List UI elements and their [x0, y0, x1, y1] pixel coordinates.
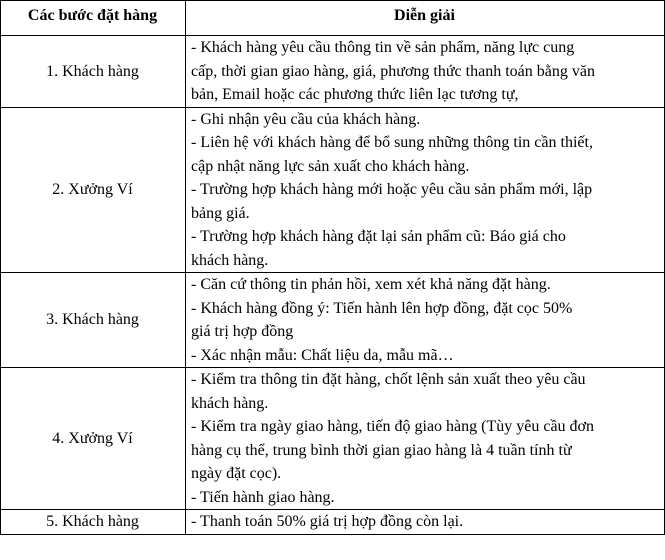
step-cell: 4. Xưởng Ví [1, 368, 186, 510]
step-cell: 2. Xưởng Ví [1, 107, 186, 273]
table-row [1, 107, 665, 273]
step-cell: 5. Khách hàng [1, 510, 186, 535]
description-line: ngày đặt cọc). [191, 465, 282, 482]
description-line: hàng cụ thể, trung bình thời gian giao hàng là 4 tuần tính từ [191, 441, 572, 459]
description-line: - Kiểm tra thông tin đặt hàng, chốt lệnh sản xuất theo yêu cầu [191, 371, 586, 388]
description-line: cập nhật năng lực sản xuất cho khách hàng. [191, 157, 470, 175]
table-row [1, 510, 665, 535]
header-description: Diễn giải [186, 1, 665, 36]
description-line: - Trường hợp khách hàng đặt lại sản phẩm cũ: Báo giá cho [191, 228, 566, 245]
description-cell [186, 107, 665, 273]
description-cell [186, 273, 665, 368]
header-step: Các bước đặt hàng [1, 1, 186, 36]
description-line: - Liên hệ với khách hàng để bổ sung những thông tin cần thiết, [191, 134, 593, 151]
table-row [1, 368, 665, 510]
description-line: khách hàng. [191, 251, 269, 269]
description-line: - Thanh toán 50% giá trị hợp đồng còn lại. [191, 513, 464, 530]
description-cell [186, 368, 665, 510]
description-cell [186, 510, 665, 535]
table-header-row [1, 1, 665, 36]
description-line: cấp, thời gian giao hàng, giá, phương thức thanh toán bằng văn [191, 62, 595, 80]
description-line: giá trị hợp đồng [191, 323, 294, 340]
description-cell [186, 36, 665, 108]
description-line: khách hàng. [191, 394, 269, 412]
description-line: bản, Email hoặc các phương thức liên lạc tương tự, [191, 86, 519, 103]
description-line: - Xác nhận mẫu: Chất liệu da, mẫu mã… [191, 346, 454, 364]
description-line: - Căn cứ thông tin phản hồi, xem xét khả năng đặt hàng. [191, 276, 551, 293]
table-row [1, 273, 665, 368]
step-cell: 3. Khách hàng [1, 273, 186, 368]
step-cell: 1. Khách hàng [1, 36, 186, 108]
description-line: - Ghi nhận yêu cầu của khách hàng. [191, 110, 421, 128]
table-row [1, 36, 665, 108]
description-line: - Khách hàng đồng ý: Tiến hành lên hợp đồng, đặt cọc 50% [191, 299, 573, 317]
description-line: - Khách hàng yêu cầu thông tin về sản phẩm, năng lực cung [191, 39, 575, 56]
description-line: bảng giá. [191, 204, 250, 222]
description-line: - Trường hợp khách hàng mới hoặc yêu cầu sản phẩm mới, lập [191, 181, 593, 198]
description-line: - Kiểm tra ngày giao hàng, tiến độ giao hàng (Tùy yêu cầu đơn [191, 418, 595, 435]
description-line: - Tiến hành giao hàng. [191, 488, 335, 506]
